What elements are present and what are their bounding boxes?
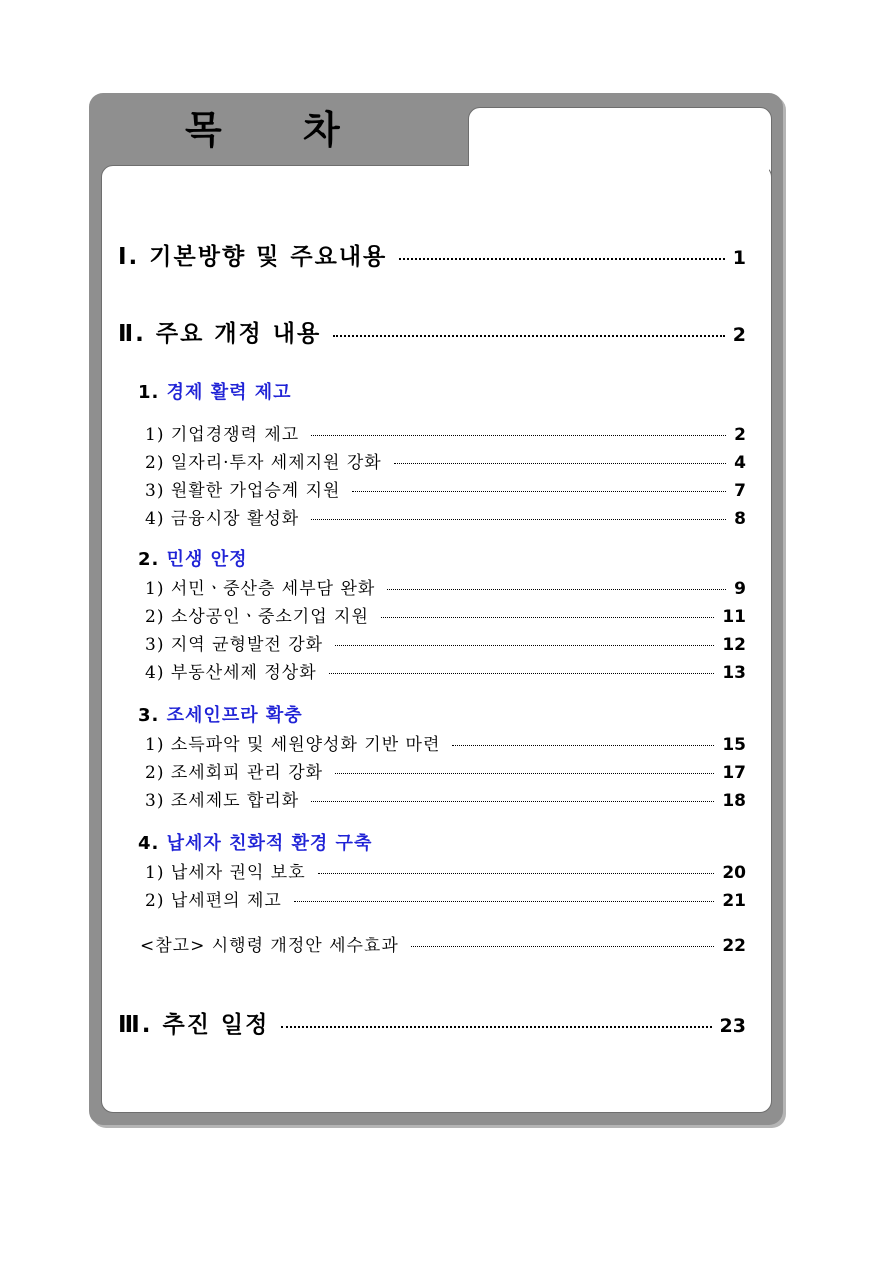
toc-label: 1) 기업경쟁력 제고 — [145, 425, 300, 445]
toc-page: 15 — [722, 735, 746, 755]
toc-page: 8 — [734, 509, 746, 529]
section-number: 3. — [138, 705, 160, 726]
leader-dots — [329, 673, 715, 674]
toc-label: 2) 소상공인ㆍ중소기업 지원 — [145, 607, 369, 627]
leader-dots — [387, 589, 726, 590]
toc-label: 4) 부동산세제 정상화 — [145, 663, 317, 683]
toc-page: 12 — [722, 635, 746, 655]
section-title: 경제 활력 제고 — [166, 382, 292, 403]
leader-dots — [311, 435, 726, 436]
toc-page: 18 — [722, 791, 746, 811]
leader-dots — [394, 463, 726, 464]
leader-dots — [381, 617, 714, 618]
leader-dots — [452, 745, 714, 746]
toc-item[interactable] — [145, 602, 746, 627]
toc-label: 1) 납세자 권익 보호 — [145, 863, 306, 883]
toc-item[interactable] — [145, 786, 746, 811]
leader-dots — [311, 801, 714, 802]
section-heading-4[interactable] — [138, 829, 372, 855]
leader-dots — [352, 491, 726, 492]
toc-label: 2) 조세회피 관리 강화 — [145, 763, 324, 783]
frame-tab-join — [469, 160, 769, 176]
toc-item[interactable] — [145, 476, 746, 501]
section-heading-1[interactable] — [138, 378, 292, 404]
toc-label: 3) 조세제도 합리화 — [145, 791, 300, 811]
toc-label: 1) 소득파악 및 세원양성화 기반 마련 — [145, 735, 441, 755]
toc-page: 23 — [719, 1015, 746, 1037]
page-title: 목 차 — [185, 108, 374, 152]
leader-dots — [335, 773, 714, 774]
section-title: 납세자 친화적 환경 구축 — [166, 833, 373, 854]
leader-dots — [399, 258, 724, 260]
toc-label: <참고> 시행령 개정안 세수효과 — [140, 936, 399, 956]
toc-item[interactable] — [145, 420, 746, 445]
toc-page: 11 — [722, 607, 746, 627]
leader-dots — [294, 901, 715, 902]
toc-major-3[interactable] — [118, 1006, 746, 1039]
toc-item[interactable] — [145, 504, 746, 529]
section-number: 4. — [138, 833, 160, 854]
section-heading-3[interactable] — [138, 701, 303, 727]
toc-label: 3) 원활한 가업승계 지원 — [145, 481, 341, 501]
section-heading-2[interactable] — [138, 545, 247, 571]
toc-label: 1) 서민ㆍ중산층 세부담 완화 — [145, 579, 376, 599]
toc-page: 2 — [732, 324, 746, 346]
leader-dots — [411, 946, 715, 947]
toc-page: 20 — [722, 863, 746, 883]
toc-major-2[interactable] — [118, 315, 746, 348]
toc-item[interactable] — [145, 658, 746, 683]
toc-item[interactable] — [145, 758, 746, 783]
section-number: 2. — [138, 549, 160, 570]
toc-page: 21 — [722, 891, 746, 911]
toc-label: Ⅰ. 기본방향 및 주요내용 — [118, 244, 388, 270]
toc-page: 17 — [722, 763, 746, 783]
toc-page: 7 — [734, 481, 746, 501]
toc-page: 1 — [732, 247, 746, 269]
section-title: 조세인프라 확충 — [166, 705, 303, 726]
toc-label: Ⅲ. 추진 일정 — [118, 1012, 270, 1038]
toc-major-1[interactable] — [118, 238, 746, 271]
toc-item[interactable] — [145, 886, 746, 911]
section-number: 1. — [138, 382, 160, 403]
toc-item[interactable] — [145, 858, 746, 883]
toc-page: 13 — [722, 663, 746, 683]
toc-label: 2) 납세편의 제고 — [145, 891, 282, 911]
toc-label: 4) 금융시장 활성화 — [145, 509, 300, 529]
leader-dots — [311, 519, 726, 520]
section-title: 민생 안정 — [166, 549, 248, 570]
toc-item[interactable] — [145, 630, 746, 655]
leader-dots — [318, 873, 715, 874]
toc-label: 2) 일자리·투자 세제지원 강화 — [145, 453, 382, 473]
toc-item[interactable] — [145, 730, 746, 755]
leader-dots — [281, 1026, 711, 1028]
toc-page: 2 — [734, 425, 746, 445]
toc-reference[interactable] — [140, 931, 746, 956]
toc-item[interactable] — [145, 448, 746, 473]
toc-page: 22 — [722, 936, 746, 956]
toc-label: 3) 지역 균형발전 강화 — [145, 635, 324, 655]
leader-dots — [333, 335, 725, 337]
toc-label: Ⅱ. 주요 개정 내용 — [118, 321, 322, 347]
toc-page: 9 — [734, 579, 746, 599]
leader-dots — [335, 645, 714, 646]
toc-item[interactable] — [145, 574, 746, 599]
toc-page: 4 — [734, 453, 746, 473]
